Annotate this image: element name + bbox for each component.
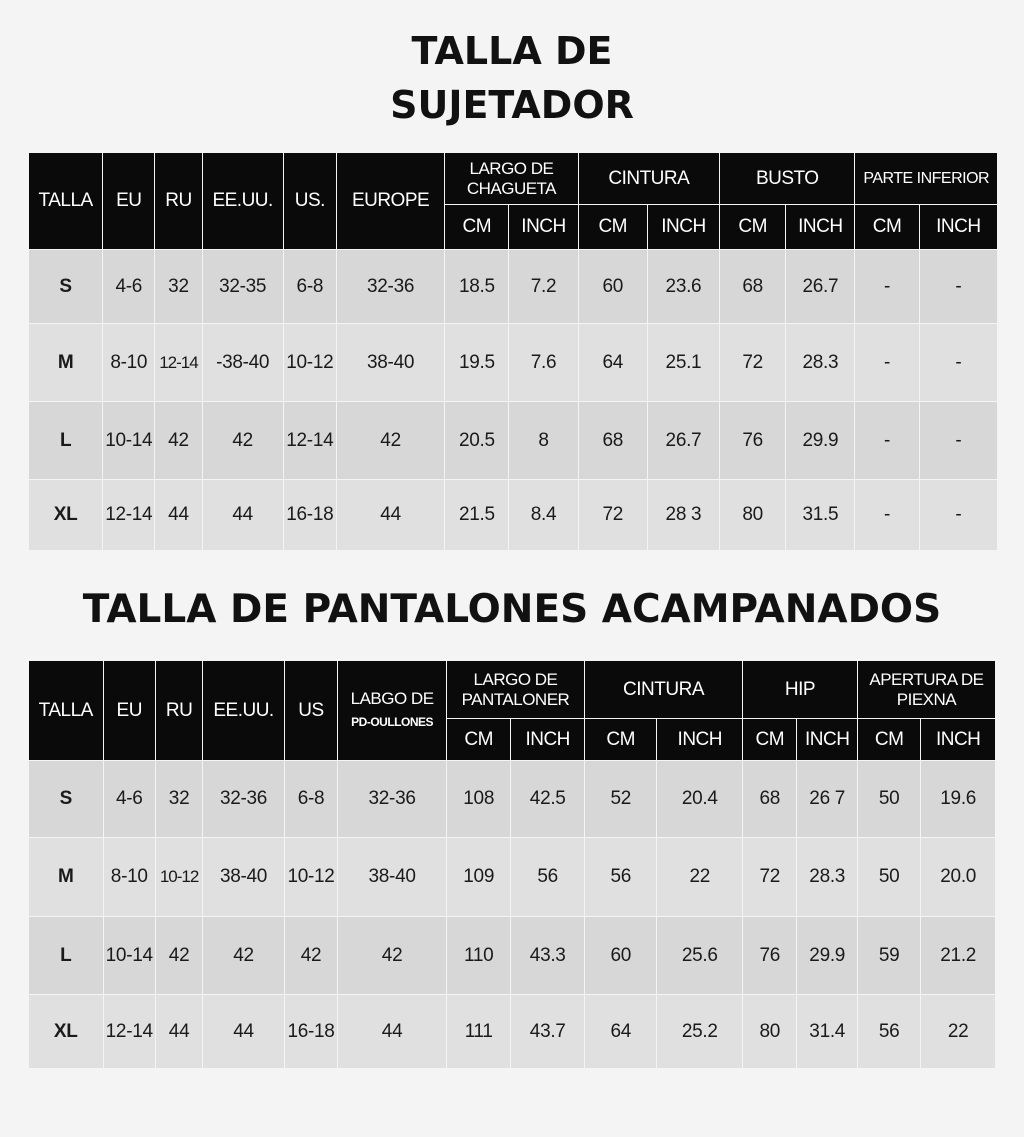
size-cell: L <box>29 402 102 479</box>
table-cell: 28 3 <box>648 480 719 550</box>
table-cell: 72 <box>743 838 796 916</box>
header-cm: CM <box>743 719 796 760</box>
header-cm: CM <box>447 719 510 760</box>
table-cell: 32-36 <box>203 761 284 837</box>
header-ru: RU <box>155 153 201 249</box>
table-cell: 25.1 <box>648 324 719 401</box>
header-ru: RU <box>156 661 202 760</box>
table-cell: 32 <box>156 761 202 837</box>
table-cell: 12-14 <box>103 480 154 550</box>
table-cell: 8 <box>509 402 577 479</box>
table-cell: 26.7 <box>648 402 719 479</box>
table-cell: 56 <box>511 838 584 916</box>
table-cell: - <box>855 402 918 479</box>
header-europe: EUROPE <box>337 153 444 249</box>
header-inch: INCH <box>509 205 577 249</box>
table-cell: 50 <box>858 761 920 837</box>
header-apertura-piexna: APERTURA DE PIEXNA <box>858 661 995 718</box>
table-row <box>29 402 997 479</box>
size-cell: XL <box>29 995 103 1068</box>
size-cell: S <box>29 761 103 837</box>
table-cell: 38-40 <box>203 838 284 916</box>
table-cell: 12-14 <box>155 324 201 401</box>
header-eu: EU <box>103 153 154 249</box>
table-cell: 19.6 <box>921 761 995 837</box>
table-cell: 68 <box>720 250 785 323</box>
table-cell: 60 <box>585 917 657 994</box>
table-cell: 29.9 <box>797 917 856 994</box>
size-cell: S <box>29 250 102 323</box>
header-busto: BUSTO <box>720 153 854 204</box>
table-row <box>29 480 997 550</box>
table-cell: 31.4 <box>797 995 856 1068</box>
header-cintura: CINTURA <box>579 153 719 204</box>
table-cell: 52 <box>585 761 657 837</box>
table-cell: 10-14 <box>103 402 154 479</box>
header-inch: INCH <box>797 719 856 760</box>
table-cell: - <box>920 250 997 323</box>
table-cell: 22 <box>921 995 995 1068</box>
header-us: US <box>285 661 337 760</box>
table-cell: 20.0 <box>921 838 995 916</box>
table-cell: 10-14 <box>104 917 155 994</box>
header-parte-inferior: PARTE INFERIOR <box>855 153 997 204</box>
table-cell: 44 <box>203 480 283 550</box>
size-cell: M <box>29 324 102 401</box>
table-cell: 10-12 <box>284 324 336 401</box>
table-cell: - <box>855 324 918 401</box>
header-cm: CM <box>858 719 920 760</box>
table-cell: 42 <box>155 402 201 479</box>
table-cell: 64 <box>579 324 647 401</box>
table-cell: 108 <box>447 761 510 837</box>
table-row <box>29 917 995 994</box>
table-row <box>29 838 995 916</box>
table-cell: 21.5 <box>445 480 508 550</box>
table-cell: - <box>920 480 997 550</box>
header-eeuu: EE.UU. <box>203 153 283 249</box>
header-talla: TALLA <box>29 153 102 249</box>
table-cell: 42 <box>203 402 283 479</box>
table-cell: 59 <box>858 917 920 994</box>
header-cm: CM <box>579 205 647 249</box>
pants-size-table <box>28 660 996 1069</box>
table-cell: 7.2 <box>509 250 577 323</box>
table-cell: 10-12 <box>285 838 337 916</box>
table-row <box>29 995 995 1068</box>
table-cell: 43.7 <box>511 995 584 1068</box>
table-cell: 26.7 <box>786 250 854 323</box>
table-cell: 18.5 <box>445 250 508 323</box>
table-cell: 29.9 <box>786 402 854 479</box>
table-cell: 76 <box>743 917 796 994</box>
header-talla: TALLA <box>29 661 103 760</box>
table-cell: 16-18 <box>285 995 337 1068</box>
table-cell: 10-12 <box>156 838 202 916</box>
table-cell: 21.2 <box>921 917 995 994</box>
table-cell: -38-40 <box>203 324 283 401</box>
header-inch: INCH <box>920 205 997 249</box>
table-cell: 44 <box>203 995 284 1068</box>
size-cell: L <box>29 917 103 994</box>
table-cell: 64 <box>585 995 657 1068</box>
table-cell: 8-10 <box>103 324 154 401</box>
table-cell: 109 <box>447 838 510 916</box>
header-cm: CM <box>855 205 918 249</box>
table-cell: 111 <box>447 995 510 1068</box>
table-cell: 60 <box>579 250 647 323</box>
header-hip: HIP <box>743 661 857 718</box>
header-inch: INCH <box>511 719 584 760</box>
table-cell: 44 <box>337 480 444 550</box>
table-cell: 16-18 <box>284 480 336 550</box>
header-largo-chagueta: LARGO DE CHAGUETA <box>445 153 577 204</box>
table-cell: 8-10 <box>104 838 155 916</box>
table-cell: 20.5 <box>445 402 508 479</box>
header-inch: INCH <box>786 205 854 249</box>
table-cell: 6-8 <box>284 250 336 323</box>
table-cell: 80 <box>743 995 796 1068</box>
table-cell: 44 <box>156 995 202 1068</box>
header-cm: CM <box>445 205 508 249</box>
table-cell: 32-36 <box>337 250 444 323</box>
table-cell: 32-35 <box>203 250 283 323</box>
table-cell: 110 <box>447 917 510 994</box>
table-cell: 56 <box>858 995 920 1068</box>
bra-size-rows <box>29 250 997 550</box>
table-cell: 4-6 <box>103 250 154 323</box>
header-us: US. <box>284 153 336 249</box>
header-inch: INCH <box>648 205 719 249</box>
bra-size-title: TALLA DE SUJETADOR <box>390 29 634 127</box>
table-cell: 20.4 <box>657 761 742 837</box>
table-cell: 28.3 <box>786 324 854 401</box>
table-cell: 8.4 <box>509 480 577 550</box>
table-cell: 38-40 <box>338 838 446 916</box>
table-row <box>29 324 997 401</box>
table-cell: 22 <box>657 838 742 916</box>
header-cm: CM <box>720 205 785 249</box>
header-cintura: CINTURA <box>585 661 742 718</box>
header-cm: CM <box>585 719 657 760</box>
header-labgo-line2: PD-OULLONES <box>351 715 433 729</box>
header-labgo <box>338 661 446 760</box>
table-cell: 32 <box>155 250 201 323</box>
table-cell: 7.6 <box>509 324 577 401</box>
table-cell: 44 <box>338 995 446 1068</box>
table-cell: 72 <box>720 324 785 401</box>
header-eu: EU <box>104 661 155 760</box>
table-cell: 38-40 <box>337 324 444 401</box>
table-cell: 42 <box>285 917 337 994</box>
table-cell: 42 <box>156 917 202 994</box>
bra-size-table <box>28 152 998 551</box>
header-largo-pantaloner: LARGO DE PANTALONER <box>447 661 584 718</box>
table-cell: 68 <box>579 402 647 479</box>
header-labgo-line1: LABGO DE <box>350 689 434 708</box>
table-cell: 19.5 <box>445 324 508 401</box>
table-cell: 42.5 <box>511 761 584 837</box>
table-cell: 72 <box>579 480 647 550</box>
pants-size-rows <box>29 761 995 1068</box>
table-cell: - <box>920 324 997 401</box>
table-cell: 50 <box>858 838 920 916</box>
size-cell: XL <box>29 480 102 550</box>
header-inch: INCH <box>657 719 742 760</box>
table-row <box>29 250 997 323</box>
table-cell: 31.5 <box>786 480 854 550</box>
table-cell: 32-36 <box>338 761 446 837</box>
table-cell: 44 <box>155 480 201 550</box>
table-cell: 23.6 <box>648 250 719 323</box>
size-cell: M <box>29 838 103 916</box>
table-cell: 76 <box>720 402 785 479</box>
table-cell: - <box>920 402 997 479</box>
table-cell: 25.6 <box>657 917 742 994</box>
header-inch: INCH <box>921 719 995 760</box>
table-cell: 28.3 <box>797 838 856 916</box>
table-cell: 6-8 <box>285 761 337 837</box>
table-cell: - <box>855 480 918 550</box>
table-cell: 80 <box>720 480 785 550</box>
table-cell: 42 <box>337 402 444 479</box>
table-row <box>29 761 995 837</box>
table-cell: 56 <box>585 838 657 916</box>
table-cell: 68 <box>743 761 796 837</box>
table-cell: 25.2 <box>657 995 742 1068</box>
table-cell: 42 <box>203 917 284 994</box>
header-eeuu: EE.UU. <box>203 661 284 760</box>
table-cell: 12-14 <box>104 995 155 1068</box>
table-cell: 12-14 <box>284 402 336 479</box>
table-cell: - <box>855 250 918 323</box>
table-cell: 42 <box>338 917 446 994</box>
table-cell: 43.3 <box>511 917 584 994</box>
pants-size-title: TALLA DE PANTALONES ACAMPANADOS <box>82 587 942 632</box>
table-cell: 4-6 <box>104 761 155 837</box>
table-cell: 26 7 <box>797 761 856 837</box>
